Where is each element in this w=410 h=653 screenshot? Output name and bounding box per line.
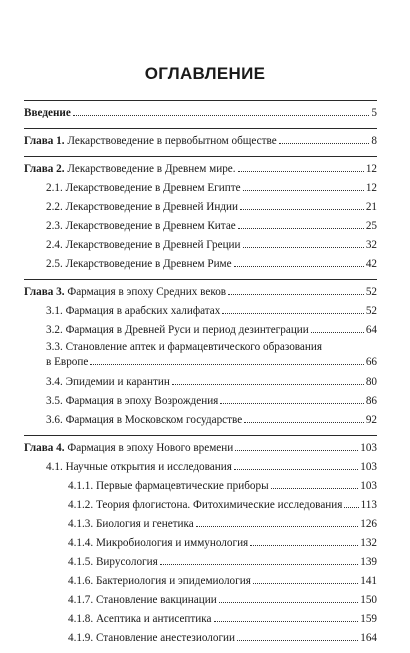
page-number: 64	[365, 324, 377, 336]
leader-dots	[243, 247, 364, 248]
leader-dots	[235, 450, 358, 451]
page-number: 21	[365, 201, 377, 213]
toc-entry[interactable]	[24, 411, 377, 430]
leader-dots	[279, 143, 370, 144]
leader-dots	[244, 422, 364, 423]
leader-dots	[253, 583, 358, 584]
leader-dots	[311, 332, 364, 333]
page-number: 8	[371, 135, 377, 147]
entry-label: 3.6. Фармация в Московском государстве	[46, 414, 243, 426]
entry-label: 4.1.1. Первые фармацевтические приборы	[68, 480, 269, 492]
toc-entry[interactable]	[24, 255, 377, 274]
toc-entry[interactable]	[24, 236, 377, 255]
leader-dots	[240, 209, 364, 210]
toc-entry[interactable]	[24, 302, 377, 321]
toc-section-chapter-1	[24, 129, 377, 156]
leader-dots	[238, 228, 364, 229]
toc-section-chapter-4	[24, 436, 377, 653]
page-number: 139	[360, 556, 377, 568]
entry-label-bold: Глава 2.	[24, 163, 65, 175]
toc-entry[interactable]	[24, 392, 377, 411]
page-number: 12	[365, 182, 377, 194]
toc-entry[interactable]	[24, 515, 377, 534]
entry-label: 4.1.9. Становление анестезиологии	[68, 632, 236, 644]
toc-entry[interactable]	[24, 458, 377, 477]
entry-label: 2.2. Лекарствоведение в Древней Индии	[46, 201, 238, 213]
toc-section-chapter-2	[24, 157, 377, 279]
leader-dots	[237, 640, 358, 641]
page-number: 52	[365, 305, 377, 317]
entry-label: 2.5. Лекарствоведение в Древнем Риме	[46, 258, 232, 270]
toc-section-intro	[24, 101, 377, 128]
leader-dots	[271, 488, 359, 489]
page-number: 113	[360, 499, 377, 511]
table-of-contents	[24, 100, 377, 653]
page-number: 103	[360, 442, 377, 454]
page-number: 32	[365, 239, 377, 251]
page-title: ОГЛАВЛЕНИЕ	[144, 64, 266, 83]
leader-dots	[222, 313, 363, 314]
page-number: 126	[360, 518, 377, 530]
entry-label: 3.3. Становление аптек и фармацевтического образования	[46, 341, 323, 353]
entry-label: 2.4. Лекарствоведение в Древней Греции	[46, 239, 241, 251]
toc-entry[interactable]	[24, 179, 377, 198]
entry-label: 2.1. Лекарствоведение в Древнем Египте	[46, 182, 241, 194]
entry-label: Фармация в эпоху Средних веков	[64, 286, 227, 298]
toc-entry[interactable]	[24, 198, 377, 217]
entry-label: Фармация в эпоху Нового времени	[64, 442, 234, 454]
page-number: 86	[365, 395, 377, 407]
toc-entry[interactable]	[24, 104, 377, 123]
page-number: 103	[360, 461, 377, 473]
leader-dots	[243, 190, 364, 191]
page-number: 12	[365, 163, 377, 175]
entry-label-bold: Введение	[24, 107, 71, 119]
entry-label-bold: Глава 1.	[24, 135, 65, 147]
leader-dots	[228, 294, 364, 295]
toc-entry[interactable]	[24, 439, 377, 458]
toc-entry[interactable]	[24, 217, 377, 236]
entry-label: 4.1.4. Микробиология и иммунология	[68, 537, 249, 549]
page-number: 92	[365, 414, 377, 426]
toc-entry[interactable]	[24, 160, 377, 179]
leader-dots	[160, 564, 358, 565]
page-number: 52	[365, 286, 377, 298]
page-number: 66	[365, 356, 377, 368]
toc-entry[interactable]	[24, 132, 377, 151]
leader-dots	[214, 621, 359, 622]
page-number: 25	[365, 220, 377, 232]
toc-entry[interactable]	[24, 373, 377, 392]
leader-dots	[219, 602, 359, 603]
leader-dots	[220, 403, 363, 404]
page-number: 80	[365, 376, 377, 388]
entry-label-bold: Глава 3.	[24, 286, 65, 298]
entry-label: 3.4. Эпидемии и карантин	[46, 376, 170, 388]
entry-label: 3.2. Фармация в Древней Руси и период дезинтеграции	[46, 324, 309, 336]
toc-entry[interactable]	[24, 534, 377, 553]
entry-label: Лекарствоведение в Древнем мире.	[64, 163, 236, 175]
entry-label-bold: Глава 4.	[24, 442, 65, 454]
toc-entry[interactable]	[24, 283, 377, 302]
leader-dots	[238, 171, 364, 172]
toc-section-chapter-3	[24, 280, 377, 435]
page-number: 103	[360, 480, 377, 492]
toc-entry[interactable]	[24, 572, 377, 591]
toc-entry[interactable]	[24, 340, 377, 373]
leader-dots	[234, 469, 358, 470]
entry-label: 4.1. Научные открытия и исследования	[46, 461, 232, 473]
entry-label: Лекарствоведение в первобытном обществе	[64, 135, 277, 147]
toc-entry[interactable]	[24, 496, 377, 515]
entry-label: 4.1.7. Становление вакцинации	[68, 594, 217, 606]
page-number: 159	[360, 613, 377, 625]
toc-entry[interactable]	[24, 321, 377, 340]
leader-dots	[196, 526, 358, 527]
leader-dots	[344, 507, 358, 508]
leader-dots	[172, 384, 364, 385]
entry-label: 2.3. Лекарствоведение в Древнем Китае	[46, 220, 236, 232]
leader-dots	[73, 115, 370, 116]
leader-dots	[250, 545, 358, 546]
entry-label: 4.1.3. Биология и генетика	[68, 518, 194, 530]
toc-entry[interactable]	[24, 610, 377, 629]
page-number: 164	[360, 632, 377, 644]
page-number: 150	[360, 594, 377, 606]
entry-label: 3.5. Фармация в эпоху Возрождения	[46, 395, 219, 407]
entry-label: 3.1. Фармация в арабских халифатах	[46, 305, 221, 317]
entry-label: 4.1.6. Бактериология и эпидемиология	[68, 575, 251, 587]
leader-dots	[90, 364, 363, 365]
page-number: 42	[365, 258, 377, 270]
toc-entry[interactable]	[24, 477, 377, 496]
page-number: 132	[360, 537, 377, 549]
leader-dots	[234, 266, 364, 267]
toc-entry[interactable]	[24, 553, 377, 572]
entry-label: 4.1.8. Асептика и антисептика	[68, 613, 212, 625]
toc-entry[interactable]	[24, 629, 377, 648]
entry-label-continued: в Европе	[46, 356, 89, 368]
entry-label: 4.1.5. Вирусология	[68, 556, 158, 568]
page-number: 141	[360, 575, 377, 587]
entry-label: 4.1.2. Теория флогистона. Фитохимические исследования	[68, 499, 343, 511]
toc-entry[interactable]	[24, 591, 377, 610]
page-number: 5	[371, 107, 377, 119]
